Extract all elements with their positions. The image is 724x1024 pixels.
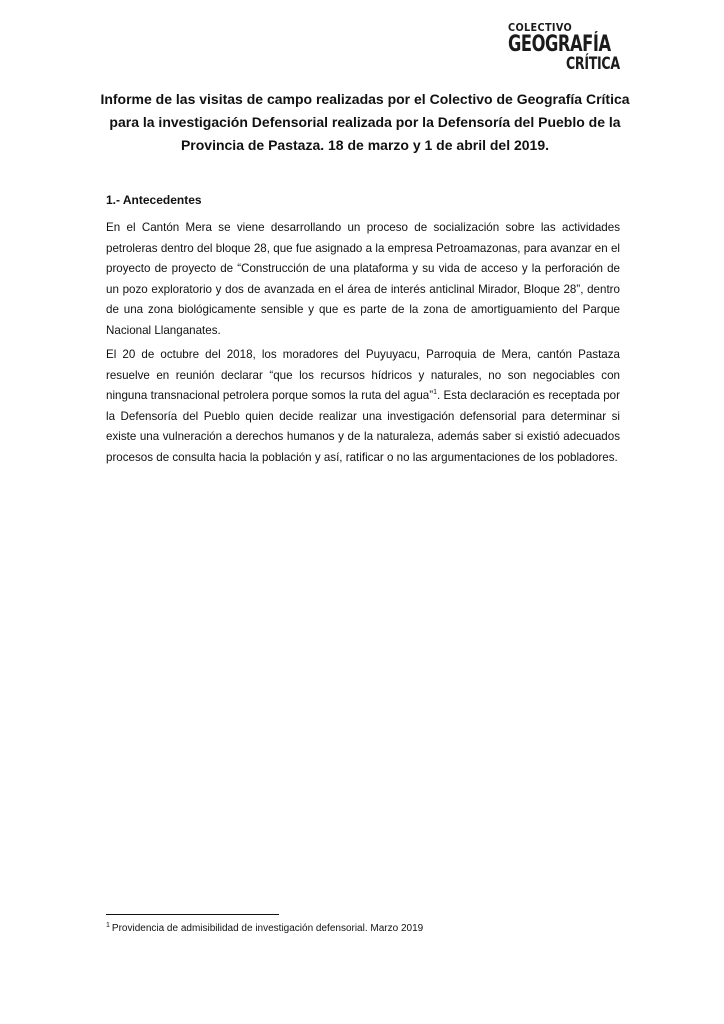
paragraph-1-text: En el Cantón Mera se viene desarrollando un proceso de socialización sobre las actividades petroleras dentro del bloque 28, que fue asignado a la empresa Petroamazonas, para avanzar en el proyecto de proyecto de “Construcción de una plataforma y su vida de acceso y la perforación de un pozo exploratorio y dos de avanzada en el área de interés anticlinal Mirador, Bloque 28”, dentro de una zona biológicamente sensible y que es parte de la zona de amortiguamiento del Parque Nacional Llanganates. bbox=[106, 221, 620, 337]
footnote-text: Providencia de admisibilidad de investigación defensorial. Marzo 2019 bbox=[111, 923, 424, 934]
footnote-divider bbox=[106, 914, 279, 915]
footnote bbox=[106, 922, 620, 936]
section-heading-antecedentes: 1.- Antecedentes bbox=[106, 193, 202, 207]
paragraph-2-text-end: . Esta declaración es receptada por la Defensoría del Pueblo quien decide realizar una investigación defensorial para determinar si existe una vulneración a derechos humanos y de la naturaleza, además saber si existió adecuados procesos de consulta hacia la población y así, ratificar o no las argumentaciones de los pobladores. bbox=[106, 389, 620, 464]
logo-line-geografia: GEOGRAFÍA bbox=[508, 32, 611, 57]
paragraph-2 bbox=[106, 345, 620, 469]
paragraph-2-text-start: El 20 de octubre del 2018, los moradores del Puyuyacu, Parroquia de Mera, cantón Pastaza resuelve en reunión declarar “que los recursos hídricos y naturales, no son negociables con ninguna transnacional petrolera porque somos la ruta del agua” bbox=[106, 348, 620, 403]
document-title: Informe de las visitas de campo realizadas por el Colectivo de Geografía Crítica para la investigación Defensorial realizada por la Defensoría del Pueblo de la Provincia de Pastaza. 18 de marzo y 1 de abril del 2019. bbox=[100, 91, 630, 153]
logo-line-colectivo: COLECTIVO bbox=[508, 21, 573, 34]
logo-line-critica: CRÍTICA bbox=[566, 54, 620, 74]
colectivo-logo bbox=[508, 22, 626, 72]
paragraph-1 bbox=[106, 218, 620, 342]
footnote-reference[interactable]: 1 bbox=[433, 389, 437, 397]
footnote-number: 1 bbox=[106, 922, 110, 929]
